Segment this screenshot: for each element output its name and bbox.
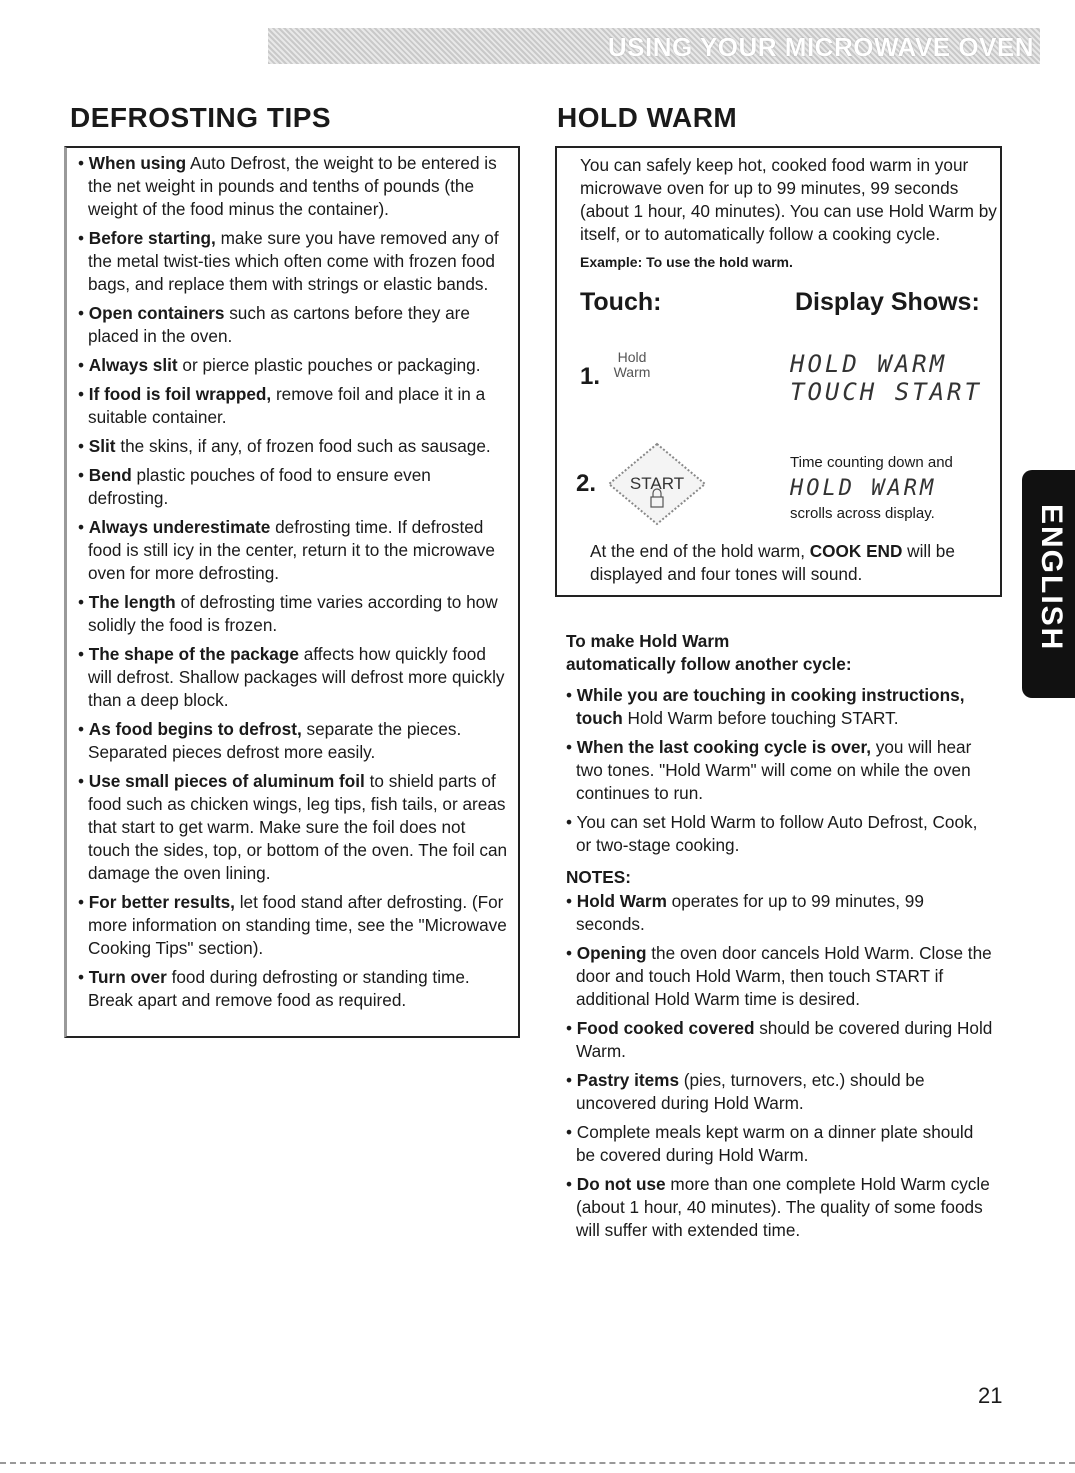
list-item: • You can set Hold Warm to follow Auto Defrost, Cook, or two-stage cooking. — [566, 812, 978, 855]
time-countdown-note: Time counting down and — [790, 454, 953, 471]
tip-item: • Bend plastic pouches of food to ensure even defrosting. — [78, 465, 431, 508]
start-key-diamond-icon — [605, 442, 709, 526]
auto-follow-heading: To make Hold Warm automatically follow another cycle: — [566, 631, 852, 674]
touch-column-heading: Touch: — [580, 288, 662, 316]
display-hold-warm-scroll: HOLD WARM — [790, 476, 937, 501]
tip-item: • For better results, let food stand after defrosting. (For more information on standing time, see the "Microwave Cooking Tips" section). — [78, 892, 507, 958]
notes-list — [566, 890, 996, 1248]
note-item: • Hold Warm operates for up to 99 minutes, 99 seconds. — [566, 891, 924, 934]
note-item: • Food cooked covered should be covered during Hold Warm. — [566, 1018, 993, 1061]
note-item: • Do not use more than one complete Hold Warm cycle (about 1 hour, 40 minutes). The quality of some foods will suffer with extended time. — [566, 1174, 990, 1240]
tip-item: • Before starting, make sure you have removed any of the metal twist-ties which often come with frozen food bags, and replace them with strings or elastic bands. — [78, 228, 499, 294]
notes-heading: NOTES: — [566, 867, 631, 887]
hold-warm-intro: You can safely keep hot, cooked food warm in your microwave oven for up to 99 minutes, 99 seconds (about 1 hour, 40 minutes). You can use Hold Warm by itself, or to automatically follow a cooking cycle. — [580, 155, 997, 244]
tip-item: • If food is foil wrapped, remove foil and place it in a suitable container. — [78, 384, 486, 427]
defrosting-tips-list — [78, 152, 510, 1018]
tip-item: • Always underestimate defrosting time. If defrosted food is still icy in the center, return it to the microwave oven for more defrosting. — [78, 517, 495, 583]
defrosting-tips-heading: DEFROSTING TIPS — [70, 102, 332, 133]
hold-warm-key-line1: Hold — [617, 349, 647, 365]
note-item: • Complete meals kept warm on a dinner plate should be covered during Hold Warm. — [566, 1122, 974, 1165]
tip-item: • The length of defrosting time varies according to how solidly the food is frozen. — [78, 592, 498, 635]
header-title: USING YOUR MICROWAVE OVEN — [607, 32, 1034, 62]
display-column-heading: Display Shows: — [795, 288, 980, 316]
hold-warm-key-line2: Warm — [613, 364, 651, 380]
tip-item: • Use small pieces of aluminum foil to shield parts of food such as chicken wings, leg tips, fish tails, or areas that start to get warm. Make sure the foil does not touch the sides, top, or bottom of the oven. The foil can damage the oven lining. — [78, 771, 508, 883]
step-2-number: 2. — [576, 470, 597, 497]
hold-warm-key — [600, 350, 664, 380]
scroll-note: scrolls across display. — [790, 505, 935, 522]
display-hold-warm: HOLD WARM — [790, 350, 948, 378]
start-key-label: START — [629, 474, 685, 493]
step-1-number: 1. — [580, 363, 601, 390]
tip-item: • The shape of the package affects how quickly food will defrost. Shallow packages will defrost more quickly than a deep block. — [78, 644, 505, 710]
header-band — [268, 28, 1040, 64]
note-item: • Pastry items (pies, turnovers, etc.) should be uncovered during Hold Warm. — [566, 1070, 925, 1113]
bottom-divider — [0, 1462, 1075, 1464]
tip-item: • Always slit or pierce plastic pouches or packaging. — [78, 355, 481, 375]
note-item: • Opening the oven door cancels Hold Warm. Close the door and touch Hold Warm, then touch START if additional Hold Warm time is desired. — [566, 943, 992, 1009]
example-label: Example: To use the hold warm. — [580, 254, 793, 270]
hold-warm-end-text: At the end of the hold warm, COOK END will be displayed and four tones will sound. — [590, 541, 955, 584]
page-number: 21 — [978, 1383, 1003, 1408]
tip-item: • Slit the skins, if any, of frozen food such as sausage. — [78, 436, 491, 456]
list-item: • When the last cooking cycle is over, you will hear two tones. "Hold Warm" will come on while the oven continues to run. — [566, 737, 972, 803]
language-tab — [1022, 470, 1075, 698]
language-tab-label: ENGLISH — [1035, 504, 1068, 652]
start-key-icon — [605, 442, 709, 526]
display-touch-start: TOUCH START — [790, 378, 982, 406]
tip-item: • Open containers such as cartons before they are placed in the oven. — [78, 303, 470, 346]
tip-item: • As food begins to defrost, separate the pieces. Separated pieces defrost more easily. — [78, 719, 462, 762]
tip-item: • When using Auto Defrost, the weight to be entered is the net weight in pounds and tenths of pounds (the weight of the food minus the container). — [78, 153, 497, 219]
auto-follow-list — [566, 684, 996, 863]
tip-item: • Turn over food during defrosting or standing time. Break apart and remove food as required. — [78, 967, 470, 1010]
list-item: • While you are touching in cooking instructions, touch Hold Warm before touching START. — [566, 685, 965, 728]
hold-warm-heading: HOLD WARM — [557, 102, 738, 133]
